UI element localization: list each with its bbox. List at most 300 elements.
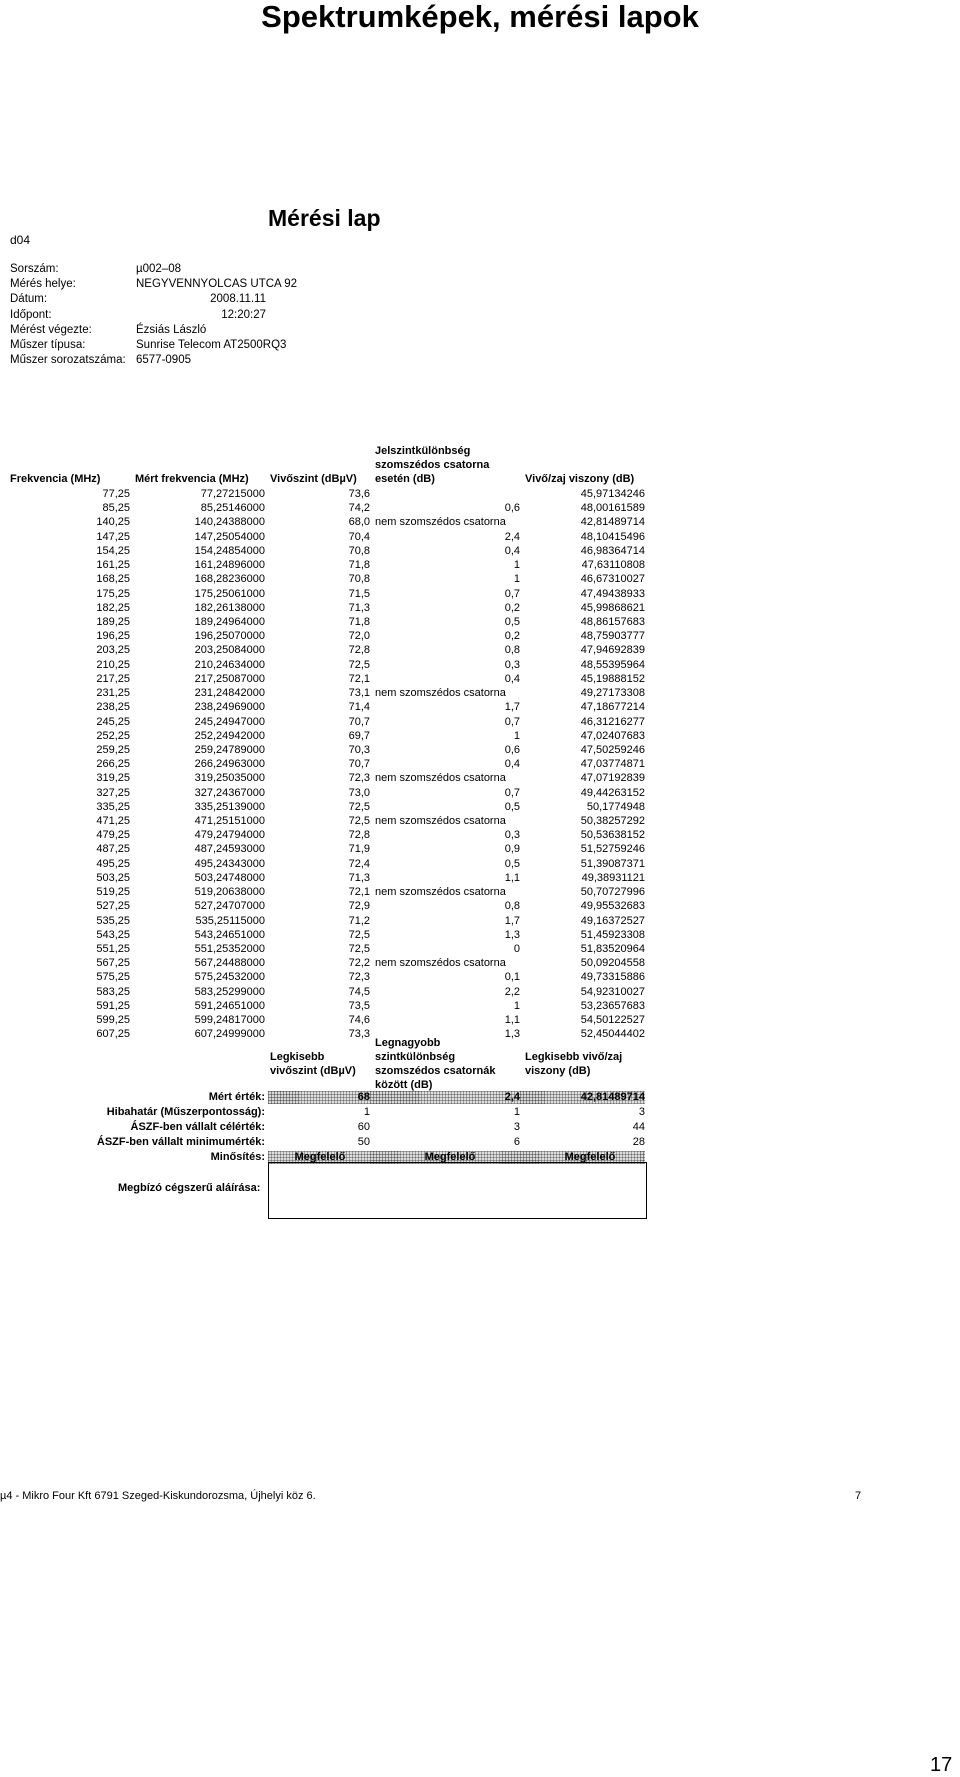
sheet-id: d04 xyxy=(10,233,31,247)
table-row xyxy=(0,1027,960,1041)
table-row xyxy=(0,686,960,700)
table-row xyxy=(0,942,960,956)
cell-frequency: 77,25 xyxy=(102,488,130,500)
cell-snr: 49,38931121 xyxy=(581,871,645,884)
summary-header-min-snr-1: Legkisebb vivő/zaj xyxy=(525,1051,623,1063)
meta-value: 12:20:27 xyxy=(221,308,266,321)
cell-measured-frequency: 335,25139000 xyxy=(194,800,265,813)
cell-measured-frequency: 238,24969000 xyxy=(194,701,265,714)
header-frequency: Frekvencia (MHz) xyxy=(10,473,101,485)
cell-frequency: 479,25 xyxy=(96,829,130,842)
cell-snr: 50,38257292 xyxy=(580,815,645,828)
cell-measured-frequency: 266,24963000 xyxy=(194,758,265,771)
signature-label: Megbízó cégszerű aláírása: xyxy=(118,1182,261,1194)
cell-snr: 48,10415496 xyxy=(580,530,645,543)
cell-carrier-level: 69,7 xyxy=(348,729,370,742)
meta-label: Dátum: xyxy=(10,293,48,306)
table-row xyxy=(0,629,960,643)
table-row xyxy=(0,672,960,686)
summary-value-min-level: 68 xyxy=(300,1090,370,1105)
cell-snr: 48,00161589 xyxy=(580,502,645,515)
cell-snr: 47,49438933 xyxy=(580,587,645,600)
meta-row xyxy=(10,277,297,292)
page-number: 17 xyxy=(930,1754,953,1776)
cell-snr: 47,02407683 xyxy=(580,729,645,742)
table-row xyxy=(0,999,960,1013)
cell-frequency: 327,25 xyxy=(96,786,130,799)
footer-company: µ4 - Mikro Four Kft 6791 Szeged-Kiskundorozsma, Újhelyi köz 6. xyxy=(0,1490,316,1502)
summary-value-min-level: 50 xyxy=(357,1136,370,1148)
meta-row xyxy=(10,353,297,368)
summary-header-min-level-1: Legkisebb xyxy=(270,1051,325,1063)
table-row xyxy=(0,857,960,871)
cell-carrier-level: 72,9 xyxy=(348,900,370,913)
cell-carrier-level: 72,5 xyxy=(348,928,370,941)
cell-snr: 46,67310027 xyxy=(580,573,645,586)
summary-value-max-diff: 3 xyxy=(513,1121,520,1133)
cell-snr: 49,95532683 xyxy=(580,900,645,913)
cell-measured-frequency: 203,25084000 xyxy=(194,644,265,657)
cell-measured-frequency: 196,25070000 xyxy=(194,630,265,643)
meta-row xyxy=(10,292,297,307)
page-title: Spektrumképek, mérési lapok xyxy=(261,0,699,34)
cell-carrier-level: 70,8 xyxy=(348,573,370,586)
table-row xyxy=(0,757,960,771)
cell-frequency: 189,25 xyxy=(96,615,130,628)
summary-value-min-level: 1 xyxy=(363,1106,370,1118)
cell-adjacent-diff: 1,1 xyxy=(504,1014,520,1027)
cell-snr: 48,55395964 xyxy=(580,658,645,671)
rating-min-snr: Megfelelő xyxy=(540,1150,640,1165)
cell-frequency: 168,25 xyxy=(96,573,130,586)
summary-label: Mért érték: xyxy=(208,1091,265,1103)
cell-adjacent-diff: nem szomszédos csatorna xyxy=(375,815,506,828)
table-row xyxy=(0,515,960,529)
table-row xyxy=(0,828,960,842)
cell-carrier-level: 71,8 xyxy=(348,559,370,572)
cell-carrier-level: 72,3 xyxy=(348,971,370,984)
cell-adjacent-diff: 1,7 xyxy=(504,701,520,714)
cell-frequency: 245,25 xyxy=(96,715,130,728)
summary-row-target xyxy=(0,1120,960,1135)
table-row xyxy=(0,871,960,885)
cell-frequency: 551,25 xyxy=(96,943,130,955)
cell-adjacent-diff: 0,2 xyxy=(504,630,520,643)
table-row xyxy=(0,715,960,729)
rating-max-diff: Megfelelő xyxy=(400,1150,500,1165)
cell-adjacent-diff: nem szomszédos csatorna xyxy=(375,516,506,529)
cell-snr: 54,92310027 xyxy=(580,985,645,998)
cell-measured-frequency: 607,24999000 xyxy=(194,1028,265,1041)
summary-header-max-diff-3: szomszédos csatornák xyxy=(375,1065,496,1077)
cell-frequency: 599,25 xyxy=(96,1014,130,1027)
table-row xyxy=(0,814,960,828)
cell-frequency: 231,25 xyxy=(96,687,130,700)
cell-carrier-level: 73,1 xyxy=(348,687,370,700)
summary-header-max-diff-4: között (dB) xyxy=(375,1079,433,1091)
summary-value-max-diff: 1 xyxy=(513,1106,520,1118)
cell-adjacent-diff: 0,7 xyxy=(504,715,520,728)
table-row xyxy=(0,970,960,984)
header-carrier-level: Vivőszint (dBµV) xyxy=(270,473,357,485)
cell-snr: 53,23657683 xyxy=(580,999,645,1012)
cell-measured-frequency: 259,24789000 xyxy=(194,743,265,756)
header-snr: Vivő/zaj viszony (dB) xyxy=(525,473,635,485)
cell-measured-frequency: 231,24842000 xyxy=(194,687,265,700)
cell-adjacent-diff: 1,3 xyxy=(504,1028,520,1041)
summary-value-min-snr: 44 xyxy=(632,1121,645,1133)
cell-measured-frequency: 189,24964000 xyxy=(194,615,265,628)
cell-snr: 48,75903777 xyxy=(580,630,645,643)
table-row xyxy=(0,587,960,601)
summary-row-tolerance xyxy=(0,1105,960,1120)
cell-snr: 52,45044402 xyxy=(580,1028,645,1041)
cell-carrier-level: 72,5 xyxy=(348,800,370,813)
summary-header-max-diff-1: Legnagyobb xyxy=(375,1037,441,1049)
cell-frequency: 259,25 xyxy=(96,743,130,756)
cell-snr: 48,86157683 xyxy=(580,615,645,628)
cell-adjacent-diff: 1,7 xyxy=(504,914,520,927)
cell-measured-frequency: 77,27215000 xyxy=(200,488,265,500)
cell-carrier-level: 68,0 xyxy=(348,516,370,529)
cell-frequency: 495,25 xyxy=(96,857,130,870)
cell-measured-frequency: 147,25054000 xyxy=(194,530,265,543)
signature-box[interactable] xyxy=(268,1162,647,1219)
cell-measured-frequency: 245,24947000 xyxy=(194,715,265,728)
cell-measured-frequency: 154,24854000 xyxy=(194,544,265,557)
cell-adjacent-diff: 0,3 xyxy=(504,658,520,671)
cell-measured-frequency: 140,24388000 xyxy=(194,516,265,529)
summary-header-min-snr-2: viszony (dB) xyxy=(525,1065,591,1077)
table-row xyxy=(0,743,960,757)
cell-snr: 45,19888152 xyxy=(580,672,645,685)
meta-row xyxy=(10,338,297,353)
cell-frequency: 575,25 xyxy=(96,971,130,984)
cell-snr: 47,18677214 xyxy=(580,701,645,714)
header-adjacent-2: szomszédos csatorna xyxy=(375,459,490,471)
cell-adjacent-diff: 0,5 xyxy=(504,615,520,628)
cell-frequency: 471,25 xyxy=(96,815,130,828)
summary-value-max-diff: 2,4 xyxy=(420,1090,520,1105)
cell-adjacent-diff: 1 xyxy=(513,999,520,1012)
cell-measured-frequency: 567,24488000 xyxy=(194,957,265,970)
cell-frequency: 182,25 xyxy=(96,601,130,614)
cell-frequency: 238,25 xyxy=(96,701,130,714)
cell-frequency: 217,25 xyxy=(96,672,130,685)
header-adjacent-1: Jelszintkülönbség xyxy=(375,445,471,457)
cell-carrier-level: 74,6 xyxy=(348,1014,370,1027)
cell-adjacent-diff: 0,2 xyxy=(504,601,520,614)
summary-value-min-snr: 3 xyxy=(638,1106,645,1118)
cell-snr: 50,53638152 xyxy=(580,829,645,842)
summary-label: Hibahatár (Műszerpontosság): xyxy=(106,1106,265,1118)
cell-adjacent-diff: 1 xyxy=(513,573,520,586)
cell-frequency: 583,25 xyxy=(96,985,130,998)
cell-frequency: 503,25 xyxy=(96,871,130,884)
cell-snr: 46,31216277 xyxy=(580,715,645,728)
meta-label: Sorszám: xyxy=(10,263,59,275)
cell-adjacent-diff: 0,3 xyxy=(504,829,520,842)
table-row xyxy=(0,658,960,672)
cell-carrier-level: 74,5 xyxy=(348,985,370,998)
cell-measured-frequency: 551,25352000 xyxy=(194,943,265,955)
cell-carrier-level: 72,8 xyxy=(348,644,370,657)
cell-snr: 54,50122527 xyxy=(580,1014,645,1027)
table-row xyxy=(0,544,960,558)
cell-measured-frequency: 175,25061000 xyxy=(194,587,265,600)
cell-adjacent-diff: 0,5 xyxy=(504,800,520,813)
cell-frequency: 535,25 xyxy=(96,914,130,927)
cell-measured-frequency: 327,24367000 xyxy=(194,786,265,799)
cell-carrier-level: 71,9 xyxy=(348,843,370,856)
table-row xyxy=(0,956,960,970)
summary-header-min-level-2: vivőszint (dBµV) xyxy=(270,1065,356,1077)
cell-frequency: 252,25 xyxy=(96,729,130,742)
cell-adjacent-diff: 0,4 xyxy=(504,544,520,557)
cell-carrier-level: 72,1 xyxy=(348,886,370,899)
cell-carrier-level: 73,5 xyxy=(348,999,370,1012)
cell-carrier-level: 71,4 xyxy=(348,701,370,714)
cell-measured-frequency: 591,24651000 xyxy=(194,999,265,1012)
summary-value-min-snr: 42,81489714 xyxy=(545,1090,645,1105)
cell-adjacent-diff: 0 xyxy=(513,943,520,955)
table-row xyxy=(0,985,960,999)
cell-adjacent-diff: 1,1 xyxy=(504,871,520,884)
cell-frequency: 210,25 xyxy=(96,658,130,671)
cell-measured-frequency: 319,25035000 xyxy=(194,772,265,785)
cell-measured-frequency: 217,25087000 xyxy=(194,672,265,685)
cell-frequency: 319,25 xyxy=(96,772,130,785)
cell-frequency: 161,25 xyxy=(96,559,130,572)
cell-adjacent-diff: 0,7 xyxy=(504,786,520,799)
cell-measured-frequency: 471,25151000 xyxy=(194,815,265,828)
cell-adjacent-diff: 0,6 xyxy=(504,502,520,515)
table-row xyxy=(0,928,960,942)
cell-adjacent-diff: 0,6 xyxy=(504,743,520,756)
meta-row xyxy=(10,308,297,323)
header-measured-frequency: Mért frekvencia (MHz) xyxy=(135,473,249,485)
table-row xyxy=(0,729,960,743)
cell-carrier-level: 73,3 xyxy=(348,1028,370,1041)
meta-value: µ002–08 xyxy=(136,263,182,275)
cell-carrier-level: 70,7 xyxy=(348,758,370,771)
cell-frequency: 567,25 xyxy=(96,957,130,970)
cell-snr: 46,98364714 xyxy=(580,544,645,557)
cell-carrier-level: 72,5 xyxy=(348,943,370,955)
cell-adjacent-diff: 1 xyxy=(513,559,520,572)
cell-carrier-level: 71,3 xyxy=(348,601,370,614)
table-row xyxy=(0,601,960,615)
table-row xyxy=(0,700,960,714)
cell-snr: 49,16372527 xyxy=(580,914,645,927)
cell-carrier-level: 71,2 xyxy=(348,914,370,927)
cell-measured-frequency: 210,24634000 xyxy=(194,658,265,671)
cell-carrier-level: 70,8 xyxy=(348,544,370,557)
meta-value: Ézsiás László xyxy=(136,323,207,336)
cell-frequency: 335,25 xyxy=(96,800,130,813)
cell-carrier-level: 72,2 xyxy=(348,957,370,970)
measurement-meta xyxy=(10,262,297,368)
cell-measured-frequency: 543,24651000 xyxy=(194,928,265,941)
meta-value: 6577-0905 xyxy=(136,354,191,367)
cell-frequency: 543,25 xyxy=(96,928,130,941)
table-row xyxy=(0,800,960,814)
meta-label: Időpont: xyxy=(10,308,52,321)
cell-carrier-level: 72,5 xyxy=(348,658,370,671)
cell-snr: 50,1774948 xyxy=(586,800,645,813)
meta-value: NEGYVENNYOLCAS UTCA 92 xyxy=(136,278,298,291)
cell-snr: 50,09204558 xyxy=(580,957,645,970)
summary-value-min-level: 60 xyxy=(357,1121,370,1133)
table-row xyxy=(0,572,960,586)
cell-snr: 49,73315886 xyxy=(580,971,645,984)
cell-measured-frequency: 85,25146000 xyxy=(200,502,265,515)
table-row xyxy=(0,914,960,928)
cell-measured-frequency: 487,24593000 xyxy=(194,843,265,856)
meta-label: Mérés helye: xyxy=(10,278,76,291)
cell-carrier-level: 70,4 xyxy=(348,530,370,543)
cell-snr: 45,99868621 xyxy=(580,601,645,614)
cell-frequency: 266,25 xyxy=(96,758,130,771)
cell-frequency: 607,25 xyxy=(96,1028,130,1041)
cell-measured-frequency: 161,24896000 xyxy=(194,559,265,572)
cell-adjacent-diff: 0,8 xyxy=(504,900,520,913)
cell-adjacent-diff: 0,4 xyxy=(504,758,520,771)
cell-snr: 47,03774871 xyxy=(580,758,645,771)
cell-measured-frequency: 479,24794000 xyxy=(194,829,265,842)
cell-measured-frequency: 527,24707000 xyxy=(194,900,265,913)
cell-measured-frequency: 535,25115000 xyxy=(195,914,265,927)
meta-label: Műszer típusa: xyxy=(10,338,86,351)
cell-measured-frequency: 168,28236000 xyxy=(194,573,265,586)
meta-row xyxy=(10,262,297,277)
cell-carrier-level: 74,2 xyxy=(348,502,370,515)
cell-carrier-level: 70,3 xyxy=(348,743,370,756)
summary-label: Minősítés: xyxy=(210,1151,265,1163)
cell-carrier-level: 71,5 xyxy=(348,587,370,600)
cell-frequency: 154,25 xyxy=(96,544,130,557)
cell-frequency: 140,25 xyxy=(96,516,130,529)
cell-measured-frequency: 503,24748000 xyxy=(194,871,265,884)
cell-snr: 51,83520964 xyxy=(580,943,645,955)
meta-label: Műszer sorozatszáma: xyxy=(10,354,126,367)
table-row xyxy=(0,842,960,856)
cell-carrier-level: 73,0 xyxy=(348,786,370,799)
cell-measured-frequency: 575,24532000 xyxy=(194,971,265,984)
cell-adjacent-diff: 0,1 xyxy=(504,971,520,984)
cell-snr: 47,07192839 xyxy=(580,772,645,785)
cell-snr: 51,45923308 xyxy=(580,928,645,941)
sheet-title: Mérési lap xyxy=(268,205,381,231)
cell-frequency: 527,25 xyxy=(96,900,130,913)
footer-sheet-number: 7 xyxy=(855,1490,862,1502)
summary-row-measured xyxy=(0,1090,960,1105)
cell-measured-frequency: 583,25299000 xyxy=(194,985,265,998)
cell-frequency: 85,25 xyxy=(102,502,130,515)
cell-adjacent-diff: 1,3 xyxy=(504,928,520,941)
table-row xyxy=(0,615,960,629)
cell-frequency: 203,25 xyxy=(96,644,130,657)
summary-value-min-snr: 28 xyxy=(632,1136,645,1148)
cell-frequency: 591,25 xyxy=(96,999,130,1012)
cell-snr: 42,81489714 xyxy=(580,516,645,529)
table-row xyxy=(0,487,960,501)
cell-adjacent-diff: 1 xyxy=(513,729,520,742)
meta-label: Mérést végezte: xyxy=(10,323,92,336)
table-row xyxy=(0,530,960,544)
cell-measured-frequency: 495,24343000 xyxy=(194,857,265,870)
table-row xyxy=(0,771,960,785)
cell-frequency: 147,25 xyxy=(96,530,130,543)
cell-adjacent-diff: nem szomszédos csatorna xyxy=(375,772,506,785)
cell-measured-frequency: 252,24942000 xyxy=(194,729,265,742)
table-row xyxy=(0,501,960,515)
cell-measured-frequency: 599,24817000 xyxy=(194,1014,265,1027)
cell-carrier-level: 72,4 xyxy=(348,857,370,870)
table-row xyxy=(0,1013,960,1027)
meta-row xyxy=(10,323,297,338)
cell-measured-frequency: 182,26138000 xyxy=(194,601,265,614)
summary-header-max-diff-2: szintkülönbség xyxy=(375,1051,456,1063)
cell-adjacent-diff: 2,4 xyxy=(504,530,520,543)
table-row xyxy=(0,643,960,657)
table-row xyxy=(0,885,960,899)
cell-frequency: 175,25 xyxy=(96,587,130,600)
cell-snr: 45,97134246 xyxy=(580,488,645,500)
cell-frequency: 487,25 xyxy=(96,843,130,856)
summary-label: ÁSZF-ben vállalt minimumérték: xyxy=(96,1136,265,1148)
cell-adjacent-diff: 0,5 xyxy=(504,857,520,870)
cell-adjacent-diff: 2,2 xyxy=(504,985,520,998)
summary-value-max-diff: 6 xyxy=(513,1136,520,1148)
cell-snr: 51,39087371 xyxy=(580,857,645,870)
cell-adjacent-diff: nem szomszédos csatorna xyxy=(375,957,506,970)
meta-value: Sunrise Telecom AT2500RQ3 xyxy=(136,338,287,351)
cell-snr: 49,27173308 xyxy=(580,687,645,700)
cell-adjacent-diff: 0,4 xyxy=(504,672,520,685)
cell-carrier-level: 73,6 xyxy=(348,488,370,500)
cell-carrier-level: 71,3 xyxy=(348,871,370,884)
cell-carrier-level: 72,1 xyxy=(348,672,370,685)
table-row xyxy=(0,558,960,572)
cell-carrier-level: 71,8 xyxy=(348,615,370,628)
cell-snr: 47,63110808 xyxy=(581,559,645,572)
cell-carrier-level: 72,8 xyxy=(348,829,370,842)
summary-label: ÁSZF-ben vállalt célérték: xyxy=(130,1121,265,1133)
cell-snr: 47,94692839 xyxy=(580,644,645,657)
summary-row-minimum xyxy=(0,1135,960,1150)
header-adjacent-3: esetén (dB) xyxy=(375,473,435,485)
meta-value: 2008.11.11 xyxy=(210,293,266,306)
cell-adjacent-diff: 0,8 xyxy=(504,644,520,657)
cell-adjacent-diff: nem szomszédos csatorna xyxy=(375,687,506,700)
cell-adjacent-diff: nem szomszédos csatorna xyxy=(375,886,506,899)
cell-snr: 47,50259246 xyxy=(580,743,645,756)
rating-min-level: Megfelelő xyxy=(270,1150,370,1165)
cell-carrier-level: 72,0 xyxy=(348,630,370,643)
table-row xyxy=(0,786,960,800)
cell-adjacent-diff: 0,7 xyxy=(504,587,520,600)
cell-frequency: 519,25 xyxy=(96,886,130,899)
cell-measured-frequency: 519,20638000 xyxy=(194,886,265,899)
cell-adjacent-diff: 0,9 xyxy=(504,843,520,856)
cell-snr: 51,52759246 xyxy=(580,843,645,856)
table-row xyxy=(0,899,960,913)
cell-snr: 50,70727996 xyxy=(580,886,645,899)
cell-frequency: 196,25 xyxy=(96,630,130,643)
cell-carrier-level: 72,3 xyxy=(348,772,370,785)
cell-carrier-level: 70,7 xyxy=(348,715,370,728)
